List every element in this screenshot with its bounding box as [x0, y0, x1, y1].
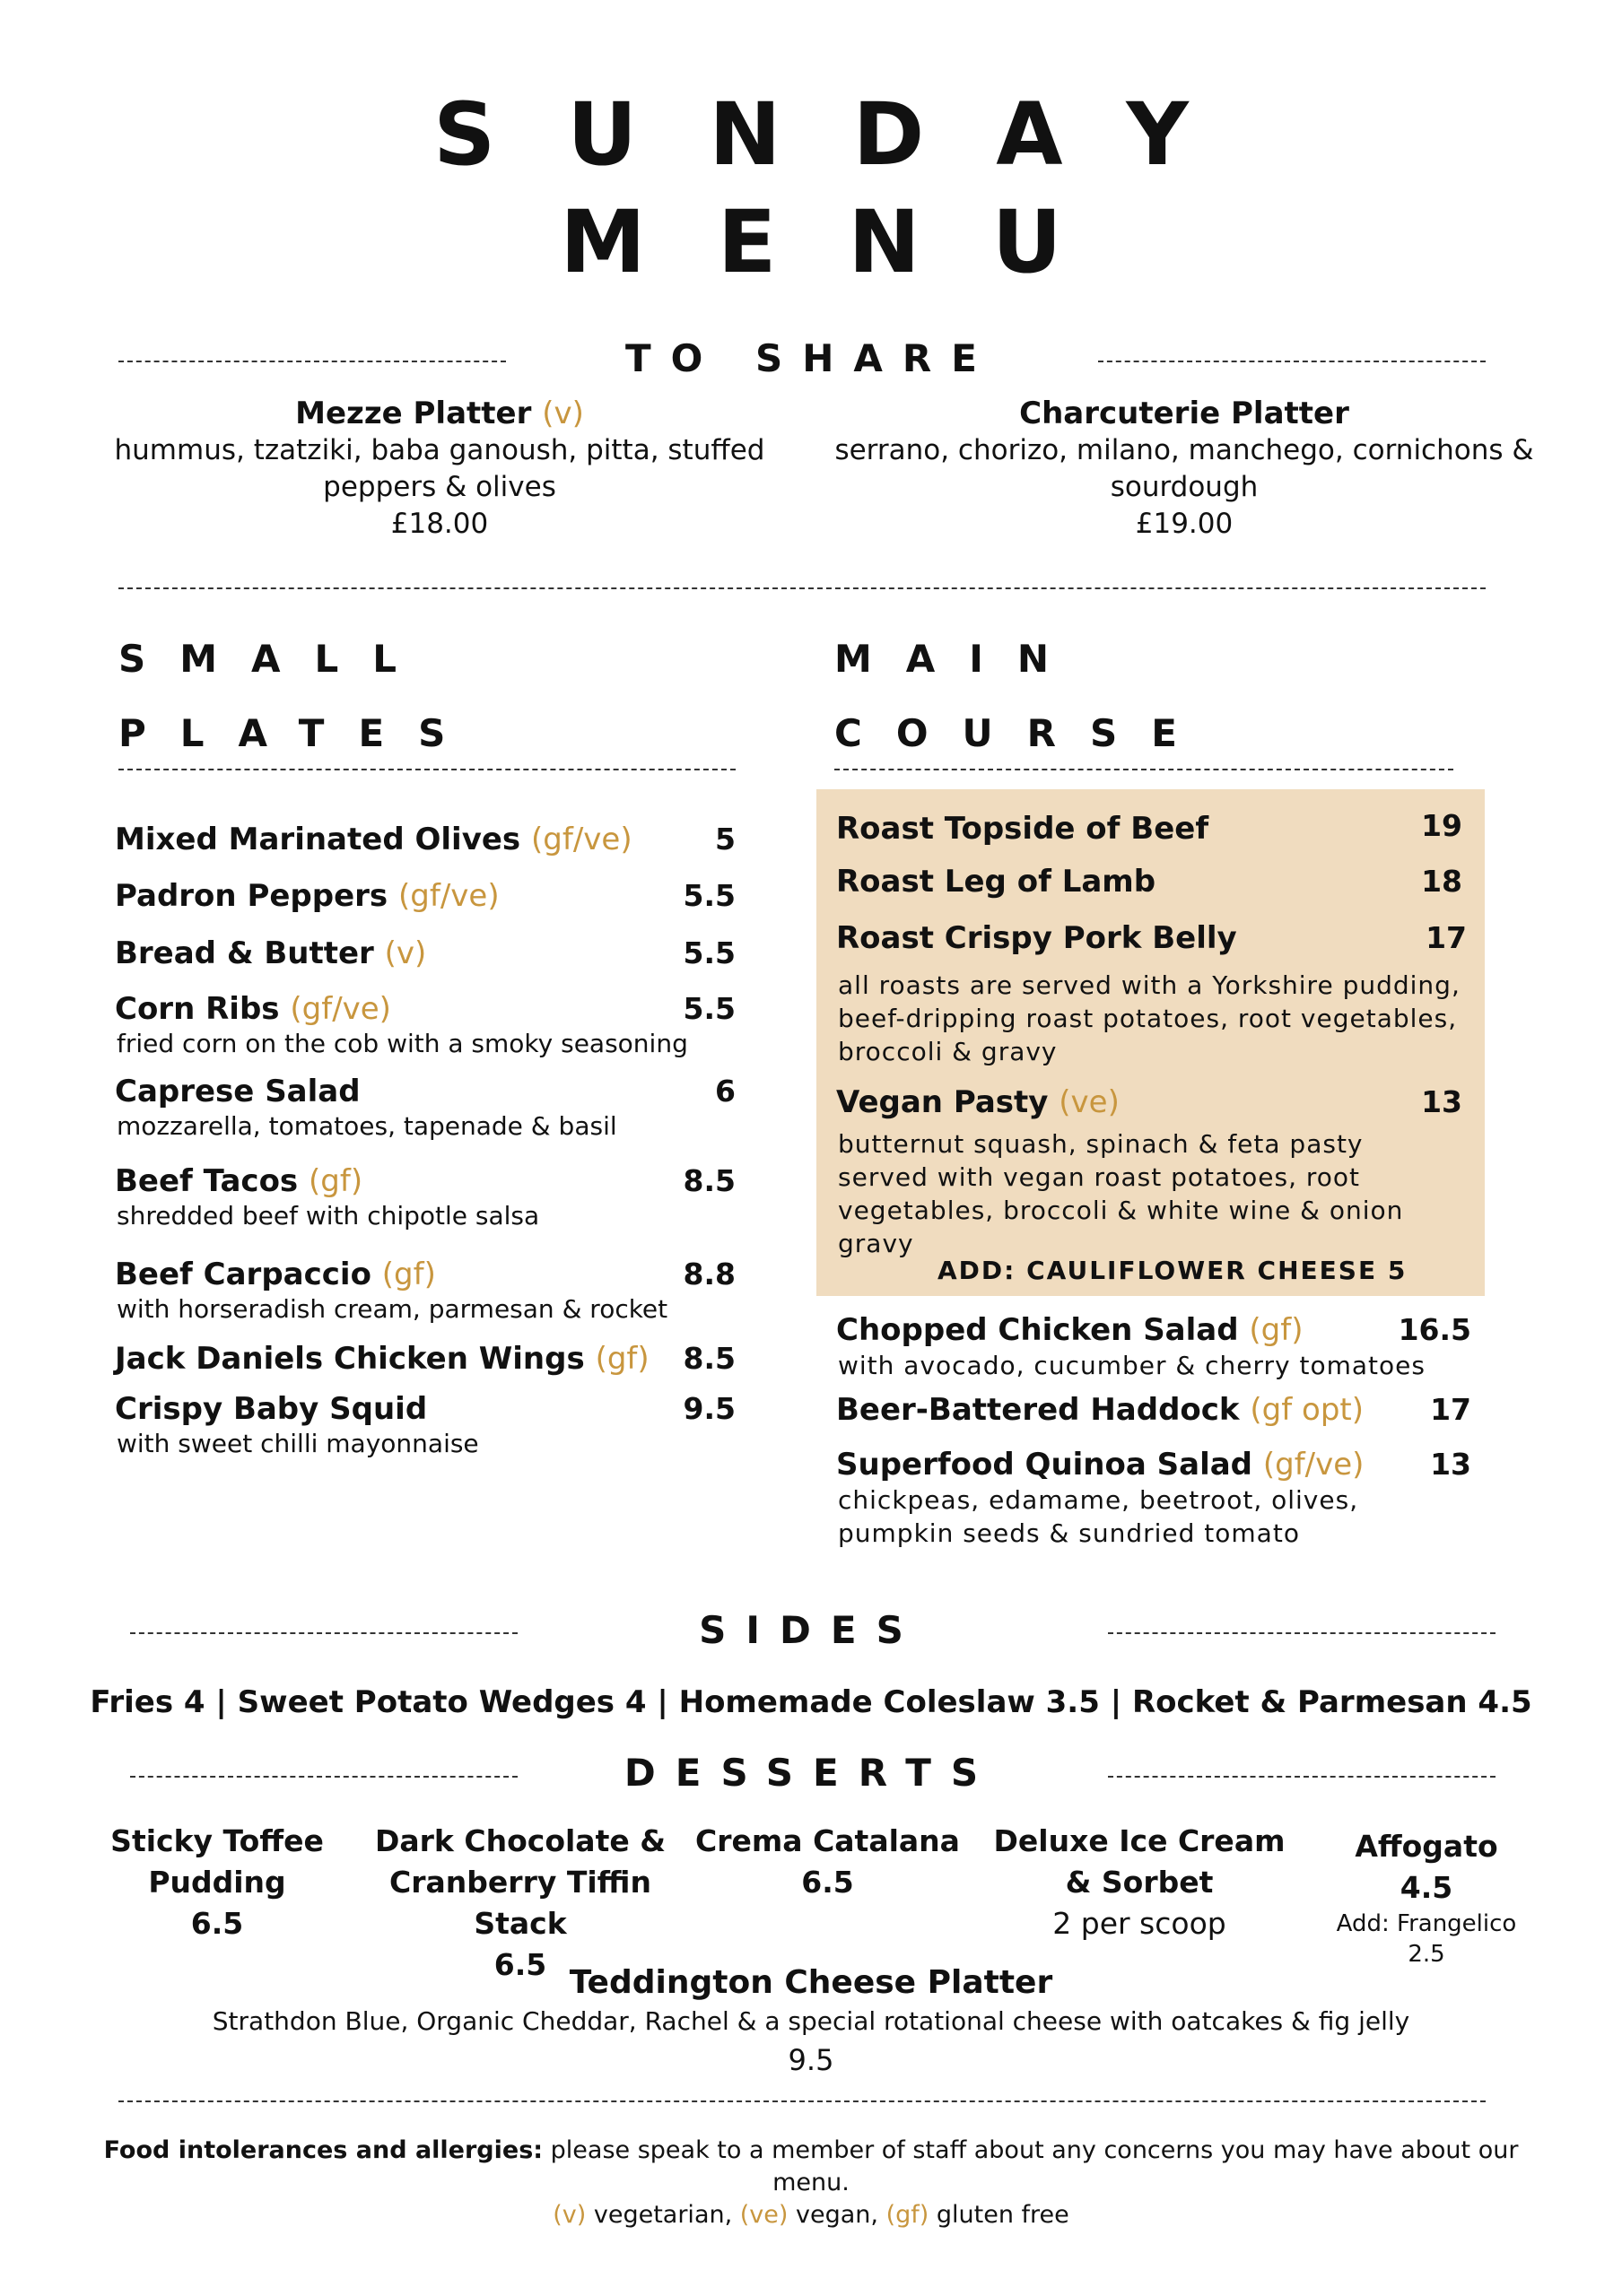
menu-item: [836, 1446, 1364, 1483]
item-price: 5.5: [683, 878, 736, 913]
menu-item: [115, 877, 500, 915]
item-desc: hummus, tzatziki, baba ganoush, pitta, stuffed peppers & olives: [114, 434, 765, 503]
item-price: 17: [1426, 920, 1467, 955]
allergy-note: [85, 2135, 1537, 2199]
diet-tag: (gf): [1249, 1312, 1304, 1348]
item-price: £18.00: [390, 508, 489, 540]
small-plates-heading-2: PLATES: [118, 711, 480, 755]
dessert-item: [978, 1821, 1301, 1944]
legend-tag: (ve): [739, 2201, 789, 2229]
item-name: Jack Daniels Chicken Wings: [115, 1341, 585, 1377]
item-name: Bread & Butter: [115, 935, 374, 971]
item-name: Padron Peppers: [115, 878, 388, 914]
item-name: Mixed Marinated Olives: [115, 822, 521, 857]
legend-label: gluten free: [929, 2201, 1069, 2229]
dessert-addon: Add: Frangelico: [1336, 1910, 1517, 1937]
dessert-item: [100, 1821, 334, 1944]
dessert-addon-price: 2.5: [1408, 1941, 1445, 1968]
legend-label: vegan,: [788, 2201, 886, 2229]
divider: [130, 1632, 518, 1634]
item-price: 19: [1421, 808, 1462, 843]
menu-item: [115, 935, 426, 972]
menu-item: [115, 1162, 362, 1200]
divider: [1108, 1632, 1496, 1634]
dessert-name: Dark Chocolate & Cranberry Tiffin Stack: [375, 1823, 666, 1941]
item-name: Teddington Cheese Platter: [569, 1964, 1053, 2001]
item-price: 13: [1430, 1447, 1471, 1482]
divider: [118, 769, 736, 770]
item-name: Roast Leg of Lamb: [836, 864, 1156, 900]
item-desc: Strathdon Blue, Organic Cheddar, Rachel & a special rotational cheese with oatcakes & fig jelly: [212, 2006, 1410, 2036]
item-price: 8.5: [683, 1341, 736, 1376]
dessert-item: [341, 1821, 700, 1986]
item-name: Charcuterie Platter: [1019, 396, 1349, 431]
item-name: Roast Crispy Pork Belly: [836, 920, 1237, 956]
dessert-price: 6.5: [801, 1865, 854, 1900]
dessert-name: Sticky Toffee Pudding: [110, 1823, 324, 1900]
item-price: £19.00: [1135, 508, 1234, 540]
sides-heading: SIDES: [699, 1608, 923, 1652]
diet-tag: (v): [384, 935, 427, 971]
allergy-note-label: Food intolerances and allergies:: [103, 2136, 544, 2164]
diet-legend: [0, 2199, 1622, 2231]
divider: [118, 2100, 1486, 2102]
item-price: 5.5: [683, 935, 736, 970]
item-name: Superfood Quinoa Salad: [836, 1447, 1253, 1483]
dessert-price: 4.5: [1400, 1870, 1453, 1905]
item-name: Beef Tacos: [115, 1163, 299, 1199]
item-desc: with sweet chilli mayonnaise: [117, 1429, 479, 1458]
item-name: Crispy Baby Squid: [115, 1391, 428, 1427]
legend-label: vegetarian,: [586, 2201, 740, 2229]
diet-tag: (gf/ve): [290, 991, 391, 1027]
item-price: 8.5: [683, 1163, 736, 1198]
small-plates-heading-1: SMALL: [118, 637, 432, 681]
diet-tag: (gf/ve): [1262, 1447, 1365, 1483]
item-price: 5: [715, 822, 736, 857]
item-price: 18: [1421, 864, 1462, 899]
allergy-note-text: please speak to a member of staff about any concerns you may have about our menu.: [543, 2136, 1519, 2196]
item-desc: with avocado, cucumber & cherry tomatoes: [838, 1351, 1426, 1380]
item-name: Beef Carpaccio: [115, 1257, 371, 1292]
main-course-heading-2: COURSE: [834, 711, 1211, 755]
item-desc: chickpeas, edamame, beetroot, olives, pumpkin seeds & sundried tomato: [838, 1485, 1359, 1548]
roast-note: all roasts are served with a Yorkshire pudding, beef-dripping roast potatoes, root vegetables, broccoli & gravy: [838, 970, 1461, 1066]
item-name: Caprese Salad: [115, 1074, 361, 1109]
title-line-1: SUNDAY: [433, 84, 1260, 185]
item-name: Corn Ribs: [115, 991, 280, 1027]
cheese-platter: [0, 1962, 1622, 2081]
item-desc: serrano, chorizo, milano, manchego, cornichons & sourdough: [834, 434, 1534, 503]
diet-tag: (gf opt): [1250, 1392, 1364, 1428]
item-desc: with horseradish cream, parmesan & rocket: [117, 1294, 668, 1324]
dessert-item: [1305, 1826, 1548, 1970]
divider: [118, 361, 506, 362]
desserts-heading: DESSERTS: [624, 1751, 998, 1795]
item-desc: fried corn on the cob with a smoky seasoning: [117, 1029, 688, 1058]
menu-item: [115, 1390, 427, 1428]
item-name: Chopped Chicken Salad: [836, 1312, 1239, 1348]
to-share-heading: TO SHARE: [625, 336, 997, 380]
diet-tag: (v): [542, 396, 584, 431]
dessert-price: 6.5: [190, 1906, 244, 1941]
divider: [834, 769, 1453, 770]
divider: [130, 1776, 518, 1778]
item-name: Vegan Pasty: [836, 1084, 1049, 1120]
divider: [118, 587, 1486, 589]
diet-tag: (gf): [595, 1341, 650, 1377]
diet-tag: (gf/ve): [531, 822, 632, 857]
item-name: Roast Topside of Beef: [836, 811, 1209, 847]
legend-tag: (gf): [885, 2201, 929, 2229]
item-desc: butternut squash, spinach & feta pasty served with vegan roast potatoes, root vegetables, broccoli & white wine & onion gravy: [838, 1129, 1404, 1258]
item-price: 8.8: [683, 1257, 736, 1292]
diet-tag: (gf): [381, 1257, 436, 1292]
share-item-charcuterie: [834, 395, 1534, 543]
dessert-price: 6.5: [493, 1947, 547, 1982]
menu-item: [115, 1256, 436, 1293]
menu-item: [836, 1391, 1364, 1429]
menu-item: [115, 821, 632, 858]
dessert-price: 2 per scoop: [1052, 1906, 1226, 1941]
addon-note: ADD: CAULIFLOWER CHEESE 5: [937, 1256, 1408, 1285]
dessert-name: Crema Catalana: [695, 1823, 960, 1858]
dessert-name: Deluxe Ice Cream & Sorbet: [993, 1823, 1286, 1900]
dessert-item: [691, 1821, 964, 1903]
divider: [1098, 361, 1486, 362]
item-price: 5.5: [683, 991, 736, 1026]
item-desc: mozzarella, tomatoes, tapenade & basil: [117, 1111, 617, 1141]
title-line-2: MENU: [560, 192, 1134, 292]
item-price: 9.5: [788, 2043, 834, 2077]
diet-tag: (ve): [1059, 1084, 1120, 1120]
menu-item: [836, 1311, 1304, 1349]
divider: [1108, 1776, 1496, 1778]
diet-tag: (gf): [309, 1163, 363, 1199]
menu-item: [115, 990, 391, 1028]
diet-tag: (gf/ve): [398, 878, 500, 914]
legend-tag: (v): [553, 2201, 587, 2229]
item-price: 9.5: [683, 1391, 736, 1426]
item-price: 17: [1430, 1392, 1471, 1427]
item-price: 6: [715, 1074, 736, 1109]
item-price: 16.5: [1398, 1312, 1471, 1347]
item-price: 13: [1421, 1084, 1462, 1119]
sides-list: Fries 4 | Sweet Potato Wedges 4 | Homemade Coleslaw 3.5 | Rocket & Parmesan 4.5: [90, 1684, 1532, 1720]
item-name: Mezze Platter: [295, 396, 532, 431]
main-course-heading-1: MAIN: [834, 637, 1084, 681]
item-name: Beer-Battered Haddock: [836, 1392, 1240, 1428]
menu-item: [115, 1073, 361, 1110]
dessert-name: Affogato: [1355, 1829, 1498, 1864]
share-item-mezze: [108, 395, 772, 543]
item-desc: shredded beef with chipotle salsa: [117, 1201, 540, 1231]
menu-item: [115, 1340, 650, 1378]
